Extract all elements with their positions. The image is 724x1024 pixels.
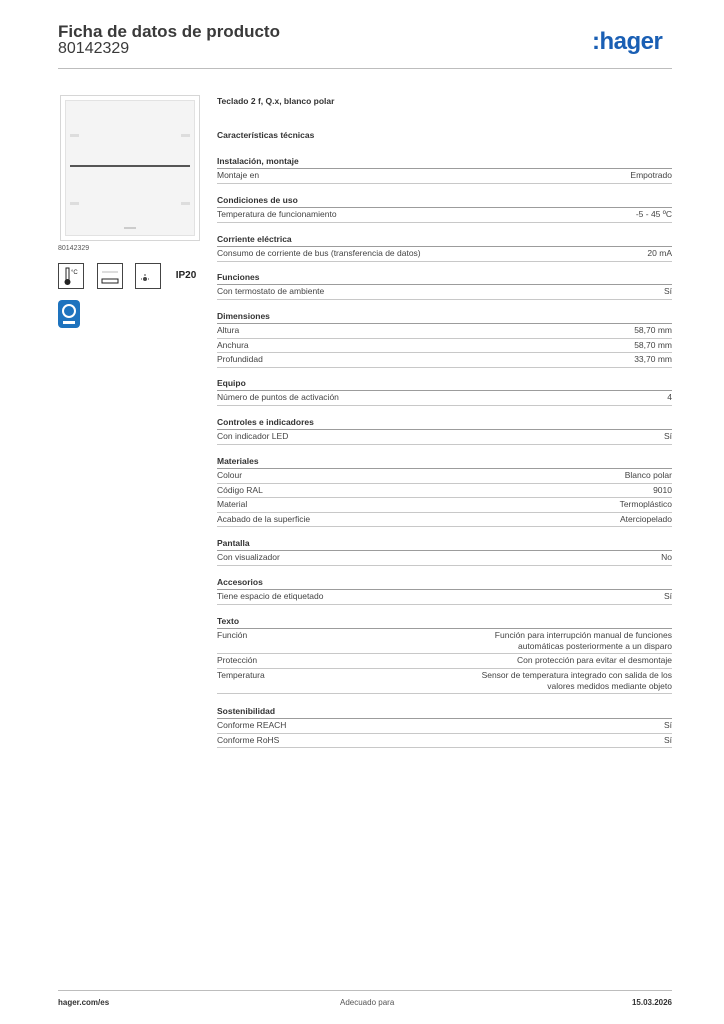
spec-section [217,705,672,748]
spec-row [217,324,672,339]
spec-value: Sí [663,431,672,441]
keypad-plate [65,100,195,236]
spec-label: Tiene espacio de etiquetado [217,591,324,601]
spec-label: Colour [217,470,243,480]
spec-label: Función [217,630,248,640]
product-code: 80142329 [58,40,130,57]
section-title: Corriente eléctrica [217,233,672,247]
spec-value: Empotrado [630,170,672,180]
spec-row [217,719,672,734]
section-title: Sostenibilidad [217,705,672,719]
button-mark [181,202,190,205]
spec-value: Blanco polar [624,470,672,480]
section-title: Funciones [217,271,672,285]
spec-value: 4 [667,392,672,402]
button-mark [70,134,79,137]
spec-section [217,537,672,566]
spec-row [217,208,672,223]
spec-value: 58,70 mm [634,325,672,335]
spec-row [217,734,672,749]
spec-label: Código RAL [217,484,263,495]
led-icon [135,263,161,289]
section-title: Controles e indicadores [217,416,672,430]
ip20-icon: IP20 [175,270,197,281]
spec-row [217,498,672,513]
spec-value: Termoplástico [619,499,672,509]
spec-value: Sí [663,591,672,601]
footer-divider [58,990,672,991]
spec-label: Conforme RoHS [217,734,280,745]
spec-value: Aterciopelado [620,513,672,524]
spec-row [217,247,672,262]
button-mark [70,202,79,205]
spec-section [217,310,672,368]
footer-website[interactable]: hager.com/es [58,998,110,1007]
spec-value: Sí [663,734,672,745]
section-title: Texto [217,615,672,629]
spec-label: Montaje en [217,170,260,180]
spec-row [217,169,672,184]
spec-row [217,391,672,406]
spec-section [217,615,672,694]
spec-label: Con visualizador [217,552,280,562]
image-code: 80142329 [58,245,90,252]
button-mark [181,134,190,137]
spec-row [217,629,672,654]
spec-label: Material [217,499,248,509]
spec-row [217,469,672,484]
spec-section [217,576,672,605]
spec-section [217,194,672,223]
section-title: Condiciones de uso [217,194,672,208]
footer-note: Adecuado para [340,998,395,1007]
spec-section [217,271,672,300]
spec-value: 58,70 mm [634,339,672,350]
section-title: Materiales [217,455,672,469]
section-title: Dimensiones [217,310,672,324]
spec-value: Sí [663,720,672,730]
footer-date: 15.03.2026 [631,998,672,1007]
spec-label: Con indicador LED [217,431,289,441]
spec-label: Consumo de corriente de bus (transferencia de datos) [217,248,421,258]
spec-value: 20 mA [647,248,672,258]
spec-section [217,155,672,184]
spec-section [217,416,672,445]
spec-label: Conforme REACH [217,720,287,730]
spec-value: -5 - 45 ºC [635,209,672,219]
spec-label: Profundidad [217,354,263,364]
spec-row [217,654,672,669]
section-title: Equipo [217,377,672,391]
spec-label: Anchura [217,339,249,350]
section-title: Accesorios [217,576,672,590]
spec-section [217,233,672,262]
spec-value: Sensor de temperatura integrado con salida de los valores medidos mediante objeto [481,669,672,691]
spec-value: Con protección para evitar el desmontaje [517,655,672,665]
product-name: Teclado 2 f, Q.x, blanco polar [217,96,335,106]
eco-passport-icon [58,300,80,328]
plate-divider [70,165,190,167]
spec-row [217,669,672,694]
spec-row [217,285,672,300]
thermostat-icon [58,263,84,289]
spec-row [217,590,672,605]
logo-text: :hager [592,28,663,55]
spec-label: Temperatura de funcionamiento [217,209,337,219]
thermo-label: °C [71,270,78,276]
tech-heading: Características técnicas [217,130,315,140]
spec-row [217,430,672,445]
spec-value: Función para interrupción manual de funciones automáticas posteriormente a un disparo [494,630,672,651]
product-image [60,95,200,241]
page-title: Ficha de datos de producto [58,22,280,41]
spec-label: Número de puntos de activación [217,392,339,402]
spec-label: Temperatura [217,669,265,680]
section-title: Pantalla [217,537,672,551]
spec-row [217,353,672,368]
spec-row [217,513,672,528]
spec-row [217,551,672,566]
spec-section [217,455,672,527]
display-icon [97,263,123,289]
spec-section [217,377,672,406]
led-indicator [124,227,136,229]
spec-row [217,339,672,354]
spec-label: Altura [217,325,240,335]
spec-value: No [661,552,672,562]
section-title: Instalación, montaje [217,155,672,169]
header-divider [58,68,672,69]
spec-value: 33,70 mm [634,354,672,364]
spec-label: Protección [217,655,258,665]
spec-value: Sí [663,286,672,296]
spec-row [217,484,672,499]
spec-label: Acabado de la superficie [217,513,311,524]
spec-value: 9010 [653,484,672,495]
hager-logo[interactable] [592,28,662,56]
spec-label: Con termostato de ambiente [217,286,325,296]
